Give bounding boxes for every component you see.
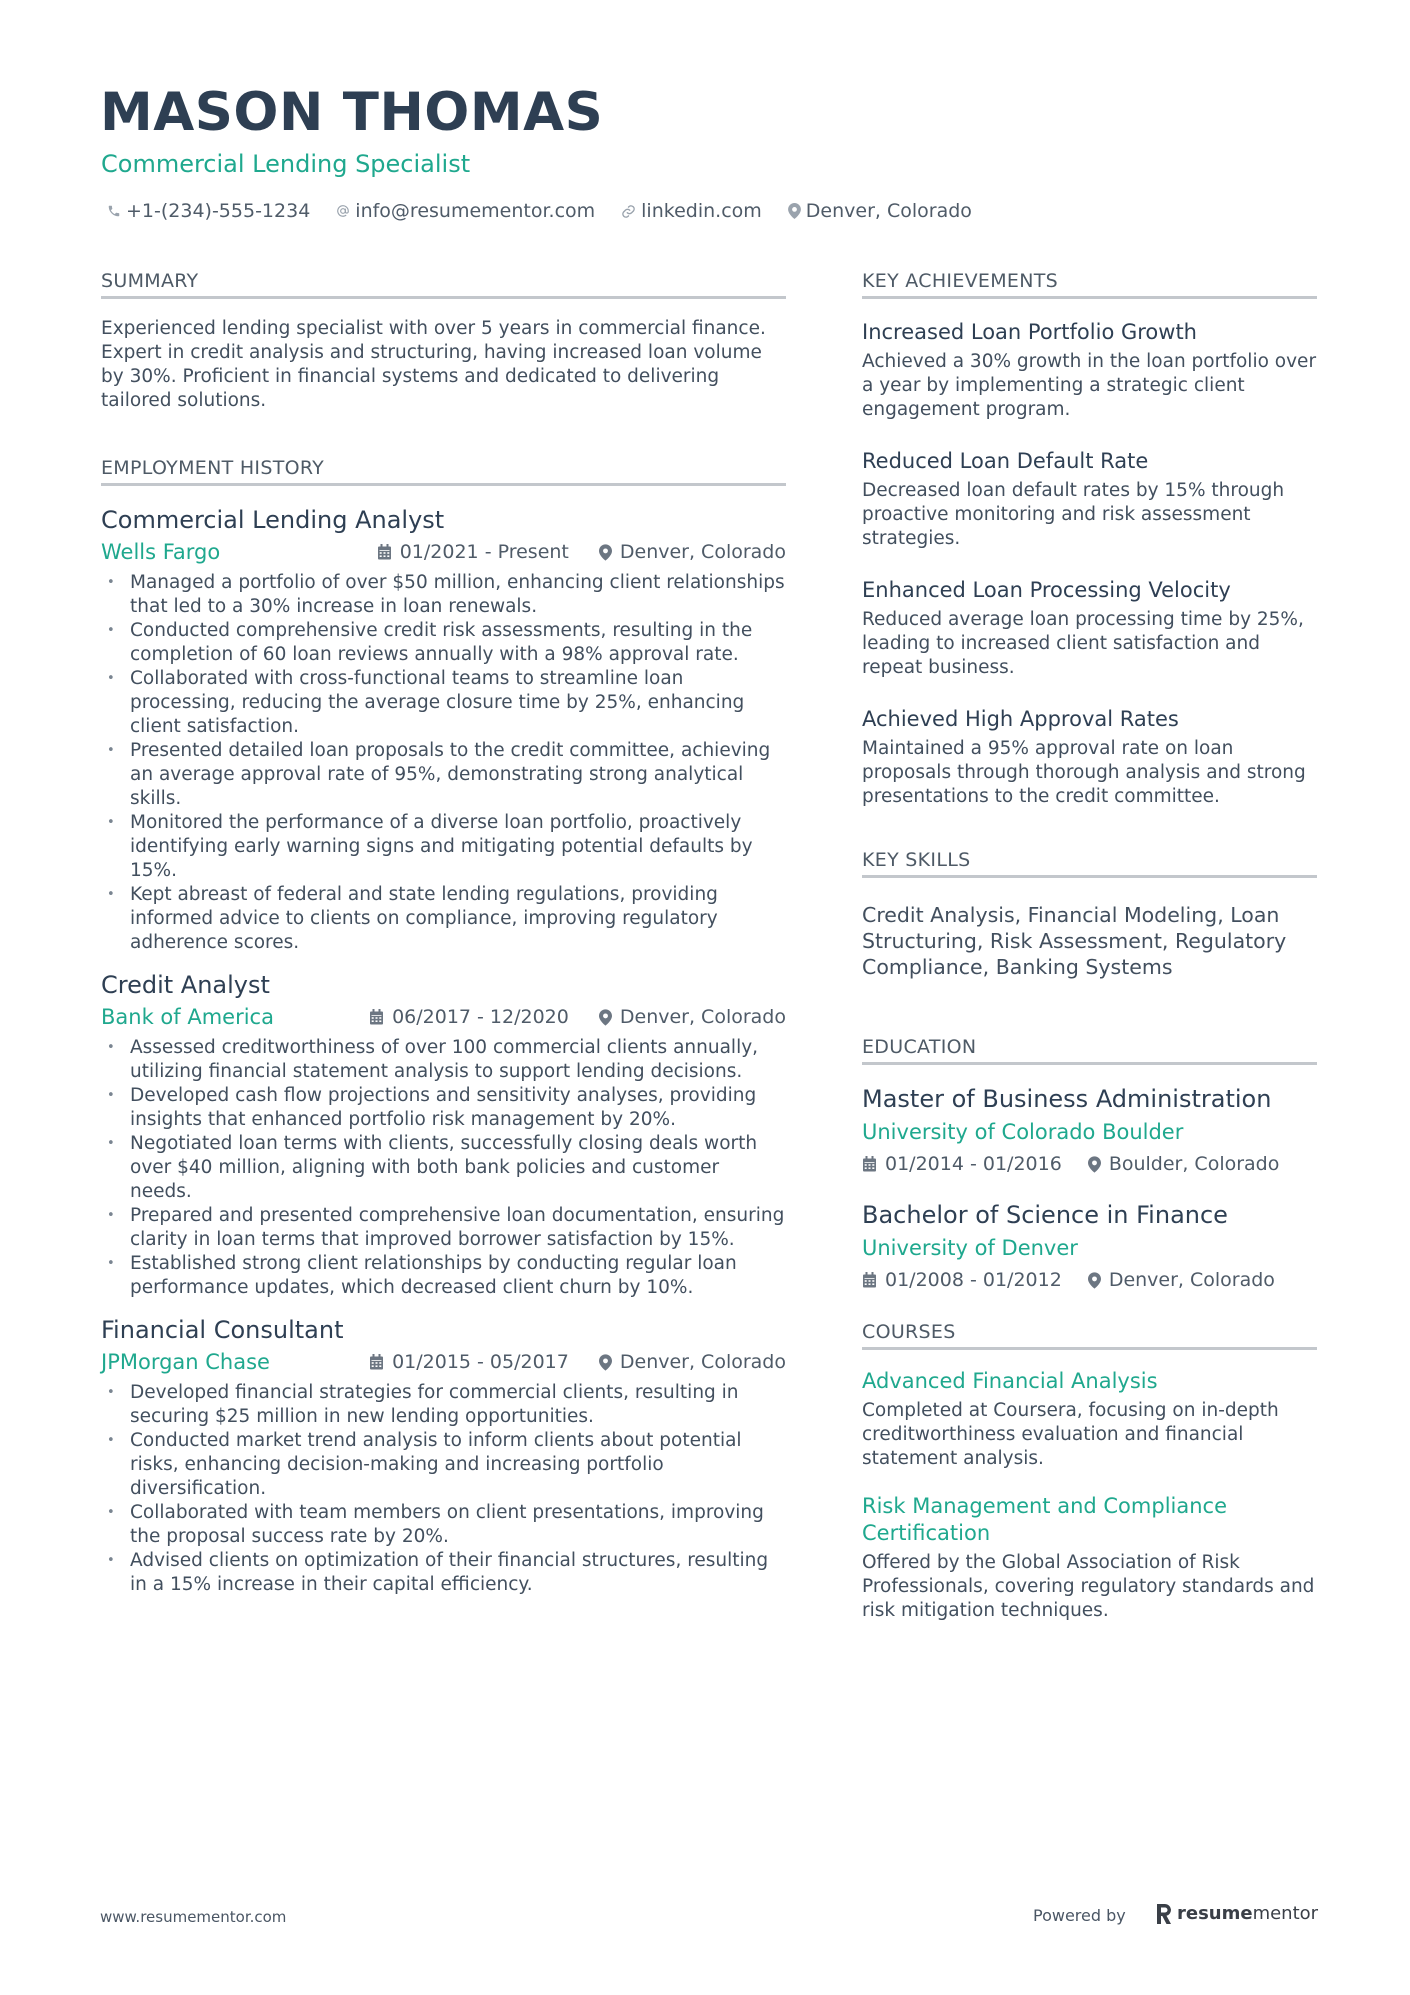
course-title: Advanced Financial Analysis bbox=[862, 1369, 1158, 1393]
education-location bbox=[1088, 1269, 1275, 1291]
contact-bar bbox=[107, 198, 998, 224]
job-location bbox=[599, 1351, 786, 1373]
summary-text: Experienced lending specialist with over 5 years in commercial finance. Expert in credit analysis and structuring, having increased loan volume by 30%. Proficient in financial systems and dedicated to delivering tailored solutions. bbox=[101, 318, 766, 411]
job-bullets bbox=[101, 1036, 786, 1300]
education-dates bbox=[862, 1269, 1062, 1291]
job-location bbox=[599, 541, 786, 563]
calendar-icon bbox=[369, 1354, 384, 1370]
achievement-item bbox=[862, 317, 1317, 422]
achievement-item bbox=[862, 704, 1317, 809]
achievement-title: Achieved High Approval Rates bbox=[862, 707, 1179, 731]
job-position: Commercial Lending Analyst bbox=[101, 506, 445, 534]
job-bullet: • Developed cash flow projections and sensitivity analyses, providing insights that enhanced portfolio risk management by 20%. bbox=[101, 1084, 786, 1132]
education-school: University of Colorado Boulder bbox=[862, 1120, 1184, 1144]
course-text: Completed at Coursera, focusing on in-depth creditworthiness evaluation and financial statement analysis. bbox=[862, 1400, 1279, 1469]
education-item bbox=[862, 1199, 1317, 1295]
contact-email-text: info@resumementor.com bbox=[355, 200, 596, 222]
job-position: Financial Consultant bbox=[101, 1316, 344, 1344]
resumementor-logo-icon bbox=[1157, 1904, 1172, 1924]
course-item bbox=[862, 1493, 1317, 1623]
contact-phone-text: +1-(234)-555-1234 bbox=[126, 200, 311, 222]
job-dates bbox=[369, 1006, 569, 1028]
job-bullet: • Presented detailed loan proposals to the credit committee, achieving an average approval rate of 95%, demonstrating strong analytical skills. bbox=[101, 739, 786, 811]
job-bullet: • Prepared and presented comprehensive loan documentation, ensuring clarity in loan terms that improved borrower satisfaction by 15%. bbox=[101, 1204, 786, 1252]
calendar-icon bbox=[369, 1009, 384, 1025]
achievement-item bbox=[862, 446, 1317, 551]
courses-heading: COURSES bbox=[862, 1321, 1317, 1350]
job-bullets bbox=[101, 571, 786, 955]
footer-brand-logo[interactable] bbox=[1157, 1903, 1318, 1924]
footer-powered-by: Powered by bbox=[1033, 1906, 1126, 1925]
location-pin-icon bbox=[1088, 1156, 1101, 1173]
courses-section bbox=[862, 1321, 1317, 1623]
footer-brand-part1: resume bbox=[1177, 1903, 1253, 1924]
contact-email[interactable] bbox=[336, 200, 595, 222]
location-pin-icon bbox=[599, 1354, 612, 1371]
job-company: Bank of America bbox=[101, 1005, 274, 1029]
summary-section bbox=[101, 270, 786, 413]
job-bullet: • Collaborated with cross-functional teams to streamline loan processing, reducing the average closure time by 25%, enhancing client satisfaction. bbox=[101, 667, 786, 739]
achievements-section bbox=[862, 270, 1317, 809]
job-bullet: • Developed financial strategies for commercial clients, resulting in securing $25 million in new lending opportunities. bbox=[101, 1381, 786, 1429]
contact-location bbox=[788, 200, 972, 222]
job-bullet: • Collaborated with team members on client presentations, improving the proposal success rate by 20%. bbox=[101, 1501, 786, 1549]
job-entry bbox=[101, 504, 786, 955]
left-column bbox=[101, 270, 786, 1611]
achievement-title: Increased Loan Portfolio Growth bbox=[862, 320, 1197, 344]
education-degree: Bachelor of Science in Finance bbox=[862, 1201, 1228, 1229]
achievements-heading: KEY ACHIEVEMENTS bbox=[862, 270, 1317, 299]
education-item bbox=[862, 1083, 1317, 1179]
achievement-title: Enhanced Loan Processing Velocity bbox=[862, 578, 1231, 602]
job-title-headline: Commercial Lending Specialist bbox=[101, 150, 471, 178]
location-pin-icon bbox=[788, 203, 801, 219]
course-text: Offered by the Global Association of Risk Professionals, covering regulatory standards and risk mitigation techniques. bbox=[862, 1552, 1315, 1621]
job-entry bbox=[101, 1314, 786, 1597]
phone-icon bbox=[107, 204, 121, 218]
footer-brand-part2: mentor bbox=[1252, 1903, 1319, 1924]
job-position: Credit Analyst bbox=[101, 971, 270, 999]
education-section bbox=[862, 1036, 1317, 1295]
calendar-icon bbox=[862, 1156, 877, 1172]
job-location-text: Denver, Colorado bbox=[619, 1351, 786, 1373]
contact-phone bbox=[107, 200, 310, 222]
education-heading: EDUCATION bbox=[862, 1036, 1317, 1065]
job-meta-details bbox=[369, 1006, 786, 1028]
job-dates bbox=[377, 541, 569, 563]
job-meta bbox=[101, 536, 786, 568]
employment-heading: EMPLOYMENT HISTORY bbox=[101, 457, 786, 486]
achievement-text: Reduced average loan processing time by 25%, leading to increased client satisfaction and repeat business. bbox=[862, 609, 1304, 678]
at-icon bbox=[336, 204, 350, 218]
education-dates-text: 01/2008 - 01/2012 bbox=[885, 1269, 1062, 1291]
location-pin-icon bbox=[599, 1009, 612, 1026]
job-bullet: • Advised clients on optimization of their financial structures, resulting in a 15% increase in their capital efficiency. bbox=[101, 1549, 786, 1597]
skills-section bbox=[862, 849, 1317, 980]
job-bullet: • Conducted market trend analysis to inform clients about potential risks, enhancing decision-making and increasing portfolio diversification. bbox=[101, 1429, 786, 1501]
job-dates-text: 06/2017 - 12/2020 bbox=[392, 1006, 569, 1028]
education-location-text: Denver, Colorado bbox=[1108, 1269, 1275, 1291]
job-dates-text: 01/2015 - 05/2017 bbox=[392, 1351, 569, 1373]
education-degree: Master of Business Administration bbox=[862, 1085, 1272, 1113]
calendar-icon bbox=[862, 1272, 877, 1288]
education-dates bbox=[862, 1153, 1062, 1175]
location-pin-icon bbox=[1088, 1272, 1101, 1289]
job-meta bbox=[101, 1346, 786, 1378]
contact-location-text: Denver, Colorado bbox=[805, 200, 972, 222]
job-bullet: • Conducted comprehensive credit risk assessments, resulting in the completion of 60 loan reviews annually with a 98% approval rate. bbox=[101, 619, 786, 667]
right-column bbox=[862, 270, 1317, 1645]
achievement-text: Decreased loan default rates by 15% through proactive monitoring and risk assessment strategies. bbox=[862, 480, 1285, 549]
calendar-icon bbox=[377, 544, 392, 560]
contact-linkedin-text: linkedin.com bbox=[641, 200, 762, 222]
education-location-text: Boulder, Colorado bbox=[1108, 1153, 1280, 1175]
job-location-text: Denver, Colorado bbox=[619, 541, 786, 563]
skills-heading: KEY SKILLS bbox=[862, 849, 1317, 878]
job-entry bbox=[101, 969, 786, 1300]
job-bullets bbox=[101, 1381, 786, 1597]
job-bullet: • Assessed creditworthiness of over 100 commercial clients annually, utilizing financial statement analysis to support lending decisions. bbox=[101, 1036, 786, 1084]
job-bullet: • Negotiated loan terms with clients, successfully closing deals worth over $40 million, aligning with both bank policies and customer needs. bbox=[101, 1132, 786, 1204]
job-meta-details bbox=[377, 541, 786, 563]
job-location bbox=[599, 1006, 786, 1028]
job-dates bbox=[369, 1351, 569, 1373]
job-bullet: • Managed a portfolio of over $50 million, enhancing client relationships that led to a 30% increase in loan renewals. bbox=[101, 571, 786, 619]
job-company: Wells Fargo bbox=[101, 540, 221, 564]
education-location bbox=[1088, 1153, 1280, 1175]
job-bullet: • Established strong client relationships by conducting regular loan performance updates, which decreased client churn by 10%. bbox=[101, 1252, 786, 1300]
job-bullet: • Monitored the performance of a diverse loan portfolio, proactively identifying early warning signs and mitigating potential defaults by 15%. bbox=[101, 811, 786, 883]
achievement-title: Reduced Loan Default Rate bbox=[862, 449, 1149, 473]
candidate-name: MASON THOMAS bbox=[100, 82, 604, 143]
education-dates-text: 01/2014 - 01/2016 bbox=[885, 1153, 1062, 1175]
skills-text: Credit Analysis, Financial Modeling, Loan Structuring, Risk Assessment, Regulatory Compliance, Banking Systems bbox=[862, 903, 1287, 979]
achievement-text: Achieved a 30% growth in the loan portfolio over a year by implementing a strategic client engagement program. bbox=[862, 351, 1317, 420]
job-company: JPMorgan Chase bbox=[101, 1350, 270, 1374]
education-meta bbox=[862, 1149, 1317, 1179]
location-pin-icon bbox=[599, 544, 612, 561]
achievement-item bbox=[862, 575, 1317, 680]
footer-website[interactable]: www.resumementor.com bbox=[100, 1908, 287, 1926]
education-meta bbox=[862, 1265, 1317, 1295]
education-school: University of Denver bbox=[862, 1236, 1078, 1260]
course-title: Risk Management and Compliance Certification bbox=[862, 1494, 1228, 1545]
course-item bbox=[862, 1368, 1317, 1471]
job-location-text: Denver, Colorado bbox=[619, 1006, 786, 1028]
summary-heading: SUMMARY bbox=[101, 270, 786, 299]
employment-section bbox=[101, 457, 786, 1597]
job-meta-details bbox=[369, 1351, 786, 1373]
job-bullet: • Kept abreast of federal and state lending regulations, providing informed advice to clients on compliance, improving regulatory adherence scores. bbox=[101, 883, 786, 955]
link-icon bbox=[621, 204, 636, 219]
job-meta bbox=[101, 1001, 786, 1033]
achievement-text: Maintained a 95% approval rate on loan proposals through thorough analysis and strong presentations to the credit committee. bbox=[862, 738, 1306, 807]
contact-linkedin[interactable] bbox=[621, 200, 762, 222]
job-dates-text: 01/2021 - Present bbox=[399, 541, 569, 563]
